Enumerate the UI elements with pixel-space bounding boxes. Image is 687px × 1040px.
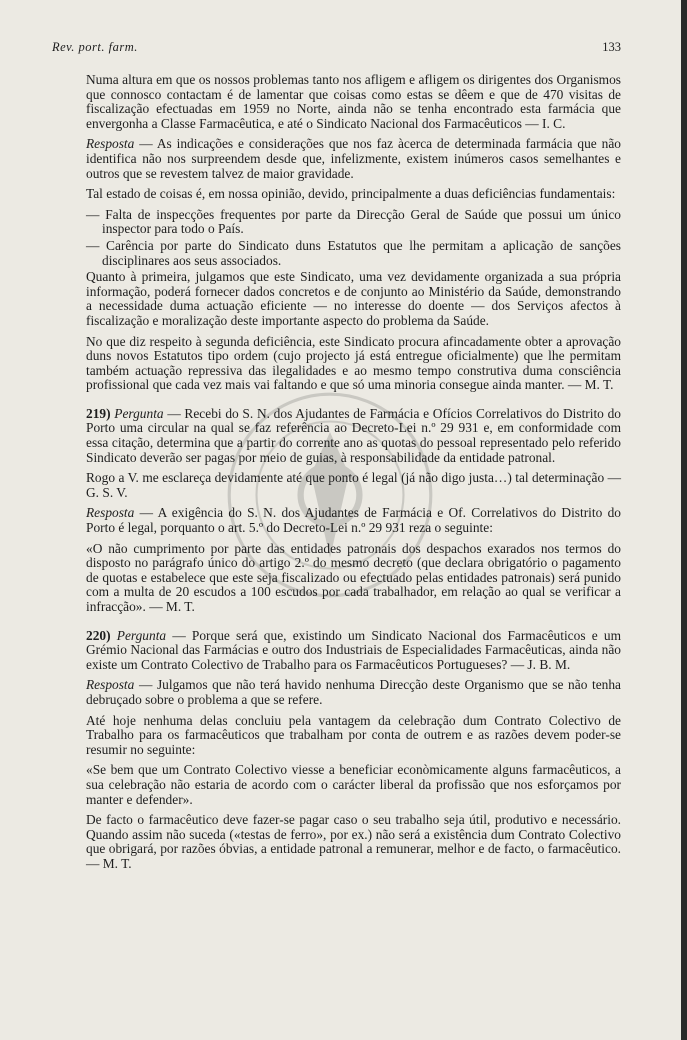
article-body bbox=[86, 73, 621, 872]
quotation: «O não cumprimento por parte das entidades patronais dos despachos exarados nos termos do disposto no parágrafo único do artigo 2.º do mesmo decreto (que declara obrigatório o pagamento de quotas e estabelece que este seja fiscalizado ou efectuado pelas entidades patronais) será punido com a multa de 20 escudos a 100 escudos por cada trabalhador, em relação ao qual se verificar a infracção». — M. T. bbox=[86, 540, 621, 614]
answer-paragraph bbox=[86, 678, 621, 707]
dash-item: — Falta de inspecções frequentes por parte da Direcção Geral de Saúde que possui um único inspector para todo o País. bbox=[86, 206, 621, 237]
question-label: Pergunta bbox=[114, 405, 164, 421]
quotation: «Se bem que um Contrato Colectivo viesse a beneficiar econòmicamente alguns farmacêuticos, a sua celebração não estaria de acordo com o carácter liberal da profissão que nos esforçamos por manter e defender». bbox=[86, 762, 621, 807]
page-number: 133 bbox=[602, 40, 621, 54]
dash-item: — Carência por parte do Sindicato duns Estatutos que lhe permitam a aplicação de sanções disciplinares aos seus associados. bbox=[86, 237, 621, 268]
paragraph: Numa altura em que os nossos problemas tanto nos afligem e afligem os dirigentes dos Organismos que connosco contactam é de lamentar que coisas como estas se dêem e que de 470 visitas de fiscalização efectuadas em 1959 no Norte, ainda não se tenha encontrado esta farmácia que envergonha a Classe Farmacêutica, e até o Sindicato Nacional dos Farmacêuticos — I. C. bbox=[86, 72, 621, 131]
question-219 bbox=[86, 407, 621, 465]
question-label: Pergunta bbox=[116, 627, 167, 643]
question-number: 220) bbox=[86, 627, 111, 643]
answer-label: Resposta bbox=[86, 505, 135, 521]
paragraph: Rogo a V. me esclareça devidamente até que ponto é legal (já não digo justa…) tal determinação — G. S. V. bbox=[86, 470, 621, 500]
answer-text: — As indicações e considerações que nos faz àcerca de determinada farmácia que não identifica não nos surpreendem desde que, infelizmente, existem inúmeros casos semelhantes e outros que se revestem talvez de maior gravidade. bbox=[86, 136, 621, 181]
question-text: — Porque será que, existindo um Sindicato Nacional dos Farmacêuticos e um Grémio Nacional das Farmácias e outro dos Industriais de Especialidades Farmacêuticas, ainda não existe um Contrato Colectivo de Trabalho para os Farmacêuticos Portugueses? — J. B. M. bbox=[86, 627, 621, 672]
paragraph: No que diz respeito à segunda deficiência, este Sindicato procura afincadamente obter a aprovação duns novos Estatutos tipo ordem (cujo projecto já está entregue oficialmente) que lhe permitam também actuação repressiva das ilegalidades e ao mesmo tempo construtiva duma consciência profissional que cada vez mais vai faltando e que só uma minoria consegue ainda manter. — M. T. bbox=[86, 333, 621, 393]
answer-paragraph bbox=[86, 137, 621, 181]
journal-title: Rev. port. farm. bbox=[52, 40, 138, 54]
answer-label: Resposta bbox=[86, 136, 135, 152]
answer-text: — A exigência do S. N. dos Ajudantes de Farmácia e Of. Correlativos do Distrito do Porto é legal, porquanto o art. 5.º do Decreto-Lei n.º 29 931 reza o seguinte: bbox=[86, 505, 621, 536]
paragraph: Até hoje nenhuma delas concluiu pela vantagem da celebração dum Contrato Colectivo de Trabalho para os farmacêuticos que trabalham por conta de outrem e as razões devem poder-se resumir no seguinte: bbox=[86, 712, 621, 757]
answer-paragraph bbox=[86, 506, 621, 535]
question-text: — Recebi do S. N. dos Ajudantes de Farmácia e Ofícios Correlativos do Distrito do Porto uma circular na qual se faz referência ao Decreto-Lei n.º 29 931 e, em conformidade com essa citação, determina que a partir do corrente ano as quotas do pessoal representado pelo referido Sindicato deverão ser pagas por meio de guias, à responsabilidade da entidade patronal. bbox=[86, 405, 621, 465]
answer-text: — Julgamos que não terá havido nenhuma Direcção deste Organismo que se não tenha debruçado sobre o problema a que se refere. bbox=[86, 677, 621, 707]
paragraph: Tal estado de coisas é, em nossa opinião, devido, principalmente a duas deficiências fundamentais: bbox=[86, 186, 616, 202]
question-number: 219) bbox=[86, 405, 111, 421]
answer-label: Resposta bbox=[86, 677, 135, 693]
paragraph: Quanto à primeira, julgamos que este Sindicato, uma vez devidamente organizada a sua própria informação, poderá fornecer dados concretos e de conjunto ao Ministério da Saúde, demonstrando a necessidade duma actuação eficiente — no interesse do doente — dos Serviços afectos à fiscalização e moralização deste importante aspecto do problema da Saúde. bbox=[86, 269, 621, 328]
page-edge bbox=[681, 0, 687, 1040]
running-header bbox=[52, 40, 621, 55]
question-220 bbox=[86, 629, 621, 673]
paragraph: De facto o farmacêutico deve fazer-se pagar caso o seu trabalho seja útil, produtivo e necessário. Quando assim não suceda («testas de ferro», por ex.) não será a existência dum Contrato Colectivo que obrigará, por razões óbvias, a entidade patronal a remunerar, melhor e de facto, o farmacêutico. — M. T. bbox=[86, 812, 621, 871]
